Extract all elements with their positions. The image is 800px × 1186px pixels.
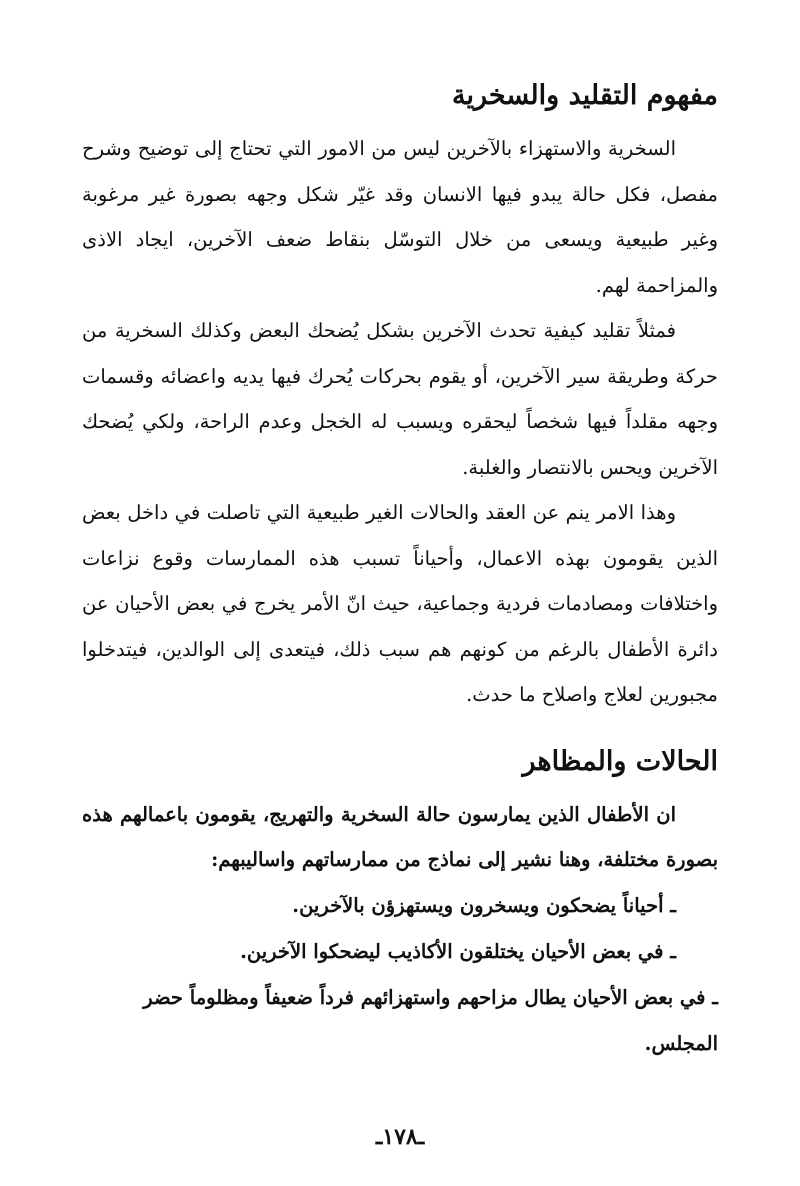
paragraph: وهذا الامر ينم عن العقد والحالات الغير طبيعية التي تاصلت في داخل بعض الذين يقومون بهذه الاعمال، وأحياناً تسبب هذه الممارسات وقوع نزاعات واختلافات ومصادمات فردية وجماعية، حيث انّ الأمر يخرج في بعض الأحيان عن دائرة الأطفال بالرغم من كونهم هم سبب ذلك، فيتعدى إلى الوالدين، فيتدخلوا مجبورين لعلاج واصلاح ما حدث. <box>82 501 718 706</box>
intro-paragraph: ان الأطفال الذين يمارسون حالة السخرية والتهريج، يقومون باعمالهم هذه بصورة مختلفة، وهنا نشير إلى نماذج من ممارساتهم واساليبهم: <box>82 802 718 871</box>
list-item: ـ في بعض الأحيان يطال مزاحهم واستهزائهم فرداً ضعيفاً ومظلوماً حضر المجلس. <box>143 985 718 1055</box>
page-content <box>82 66 718 1067</box>
list-item: ـ في بعض الأحيان يختلقون الأكاذيب ليضحكوا الآخرين. <box>240 939 676 963</box>
list-item: ـ أحياناً يضحكون ويسخرون ويستهزؤن بالآخرين. <box>292 893 676 917</box>
paragraph: السخرية والاستهزاء بالآخرين ليس من الامور التي تحتاج إلى توضيح وشرح مفصل، فكل حالة يبدو فيها الانسان وقد غيّر شكل وجهه بصورة غير مرغوبة وغير طبيعية ويسعى من خلال التوسّل بنقاط ضعف الآخرين، ايجاد الاذى والمزاحمة لهم. <box>82 137 718 297</box>
section-heading-concept: مفهوم التقليد والسخرية <box>452 80 718 111</box>
page-number: ـ١٧٨ـ <box>375 1124 425 1150</box>
paragraph: فمثلاً تقليد كيفية تحدث الآخرين بشكل يُضحك البعض وكذلك السخرية من حركة وطريقة سير الآخرين، أو يقوم بحركات يُحرك فيها يديه واعضائه وقسمات وجهه مقلداً فيها شخصاً ليحقره ويسبب له الخجل وعدم الراحة، ولكي يُضحك الآخرين ويحس بالانتصار والغلبة. <box>82 319 718 479</box>
section-heading-cases: الحالات والمظاهر <box>522 745 718 777</box>
